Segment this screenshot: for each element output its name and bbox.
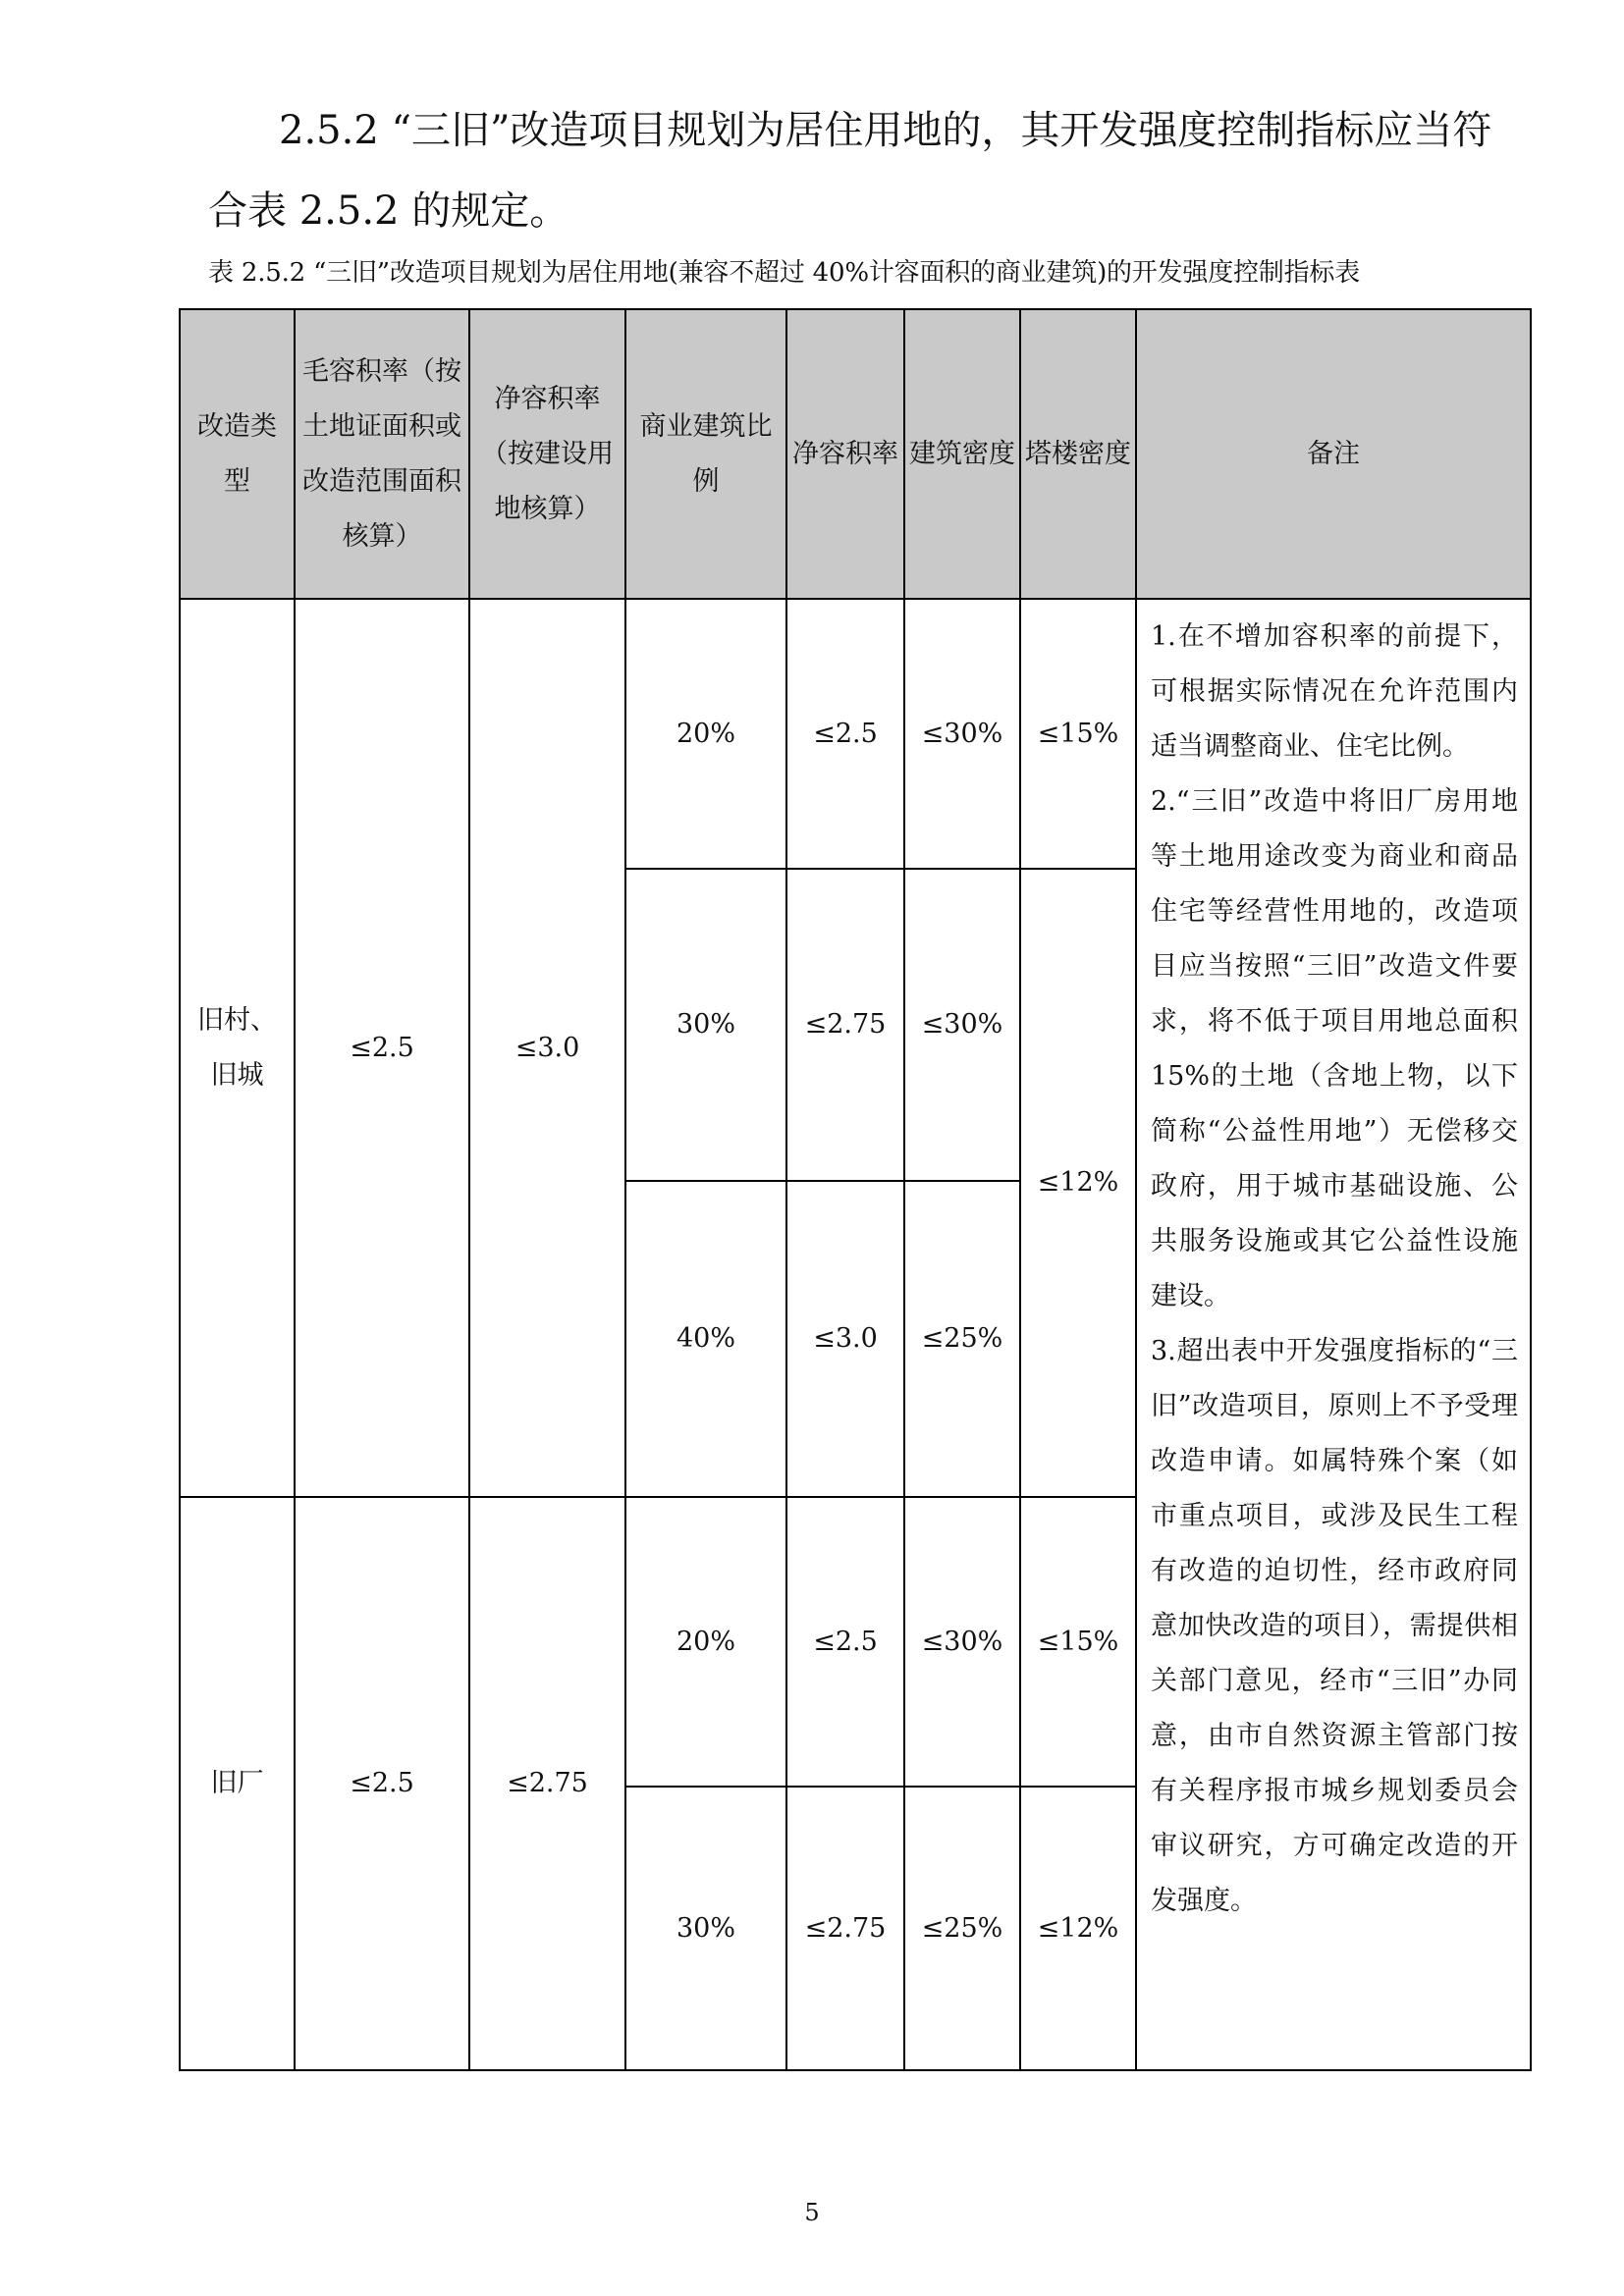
- coverage-cell: ≤25%: [904, 1787, 1020, 2070]
- type-cell: 旧厂: [180, 1497, 295, 2070]
- net-far-value-cell: ≤2.75: [786, 869, 904, 1181]
- net-far-value-cell: ≤3.0: [786, 1181, 904, 1497]
- header-remarks: 备注: [1136, 309, 1531, 599]
- header-tower-density: 塔楼密度: [1020, 309, 1136, 599]
- coverage-cell: ≤25%: [904, 1181, 1020, 1497]
- net-far-cell: ≤2.75: [469, 1497, 625, 2070]
- remark-1: 1.在不增加容积率的前提下，可根据实际情况在允许范围内适当调整商业、住宅比例。: [1151, 621, 1518, 762]
- type-cell: 旧村、旧城: [180, 599, 295, 1497]
- net-far-value-cell: ≤2.75: [786, 1787, 904, 2070]
- ratio-cell: 20%: [625, 599, 786, 869]
- table-caption: 表 2.5.2 “三旧”改造项目规划为居住用地(兼容不超过 40%计容面积的商业建筑)的开发强度控制指标表: [208, 258, 1361, 288]
- header-net-far: 净容积率（按建设用地核算）: [469, 309, 625, 599]
- tower-density-merged-cell: ≤12%: [1020, 869, 1136, 1497]
- gross-far-cell: ≤2.5: [295, 599, 469, 1497]
- coverage-cell: ≤30%: [904, 599, 1020, 869]
- remark-2: 2.“三旧”改造中将旧厂房用地等土地用途改变为商业和商品住宅等经营性用地的，改造项目应当按照“三旧”改造文件要求，将不低于项目用地总面积 15%的土地（含地上物，以下简称“公益性用地”）无偿移交政府，用于城市基础设施、公共服务设施或其它公益性设施建设。: [1151, 786, 1518, 1311]
- remark-3: 3.超出表中开发强度指标的“三旧”改造项目，原则上不予受理改造申请。如属特殊个案（如市重点项目，或涉及民生工程有改造的迫切性，经市政府同意加快改造的项目），需提供相关部门意见，经市“三旧”办同意，由市自然资源主管部门按有关程序报市城乡规划委员会审议研究，方可确定改造的开发强度。: [1151, 1336, 1518, 1916]
- header-coverage: 建筑密度: [904, 309, 1020, 599]
- ratio-cell: 40%: [625, 1181, 786, 1497]
- net-far-cell: ≤3.0: [469, 599, 625, 1497]
- header-gross-far: 毛容积率（按土地证面积或改造范围面积核算）: [295, 309, 469, 599]
- header-commercial-ratio: 商业建筑比例: [625, 309, 786, 599]
- ratio-cell: 30%: [625, 1787, 786, 2070]
- tower-density-cell: ≤15%: [1020, 1497, 1136, 1787]
- gross-far-cell: ≤2.5: [295, 1497, 469, 2070]
- control-indicator-table: [179, 308, 1532, 2071]
- coverage-cell: ≤30%: [904, 1497, 1020, 1787]
- ratio-cell: 30%: [625, 869, 786, 1181]
- tower-density-cell: ≤15%: [1020, 599, 1136, 869]
- table-row: [180, 599, 1531, 869]
- header-net-far-2: 净容积率: [786, 309, 904, 599]
- page-number: 5: [804, 2199, 820, 2226]
- net-far-value-cell: ≤2.5: [786, 1497, 904, 1787]
- header-type: 改造类型: [180, 309, 295, 599]
- tower-density-cell: ≤12%: [1020, 1787, 1136, 2070]
- remarks-cell: [1136, 599, 1531, 2070]
- ratio-cell: 20%: [625, 1497, 786, 1787]
- net-far-value-cell: ≤2.5: [786, 599, 904, 869]
- coverage-cell: ≤30%: [904, 869, 1020, 1181]
- section-paragraph: 2.5.2 “三旧”改造项目规划为居住用地的，其开发强度控制指标应当符合表 2.5.2 的规定。: [208, 108, 1492, 234]
